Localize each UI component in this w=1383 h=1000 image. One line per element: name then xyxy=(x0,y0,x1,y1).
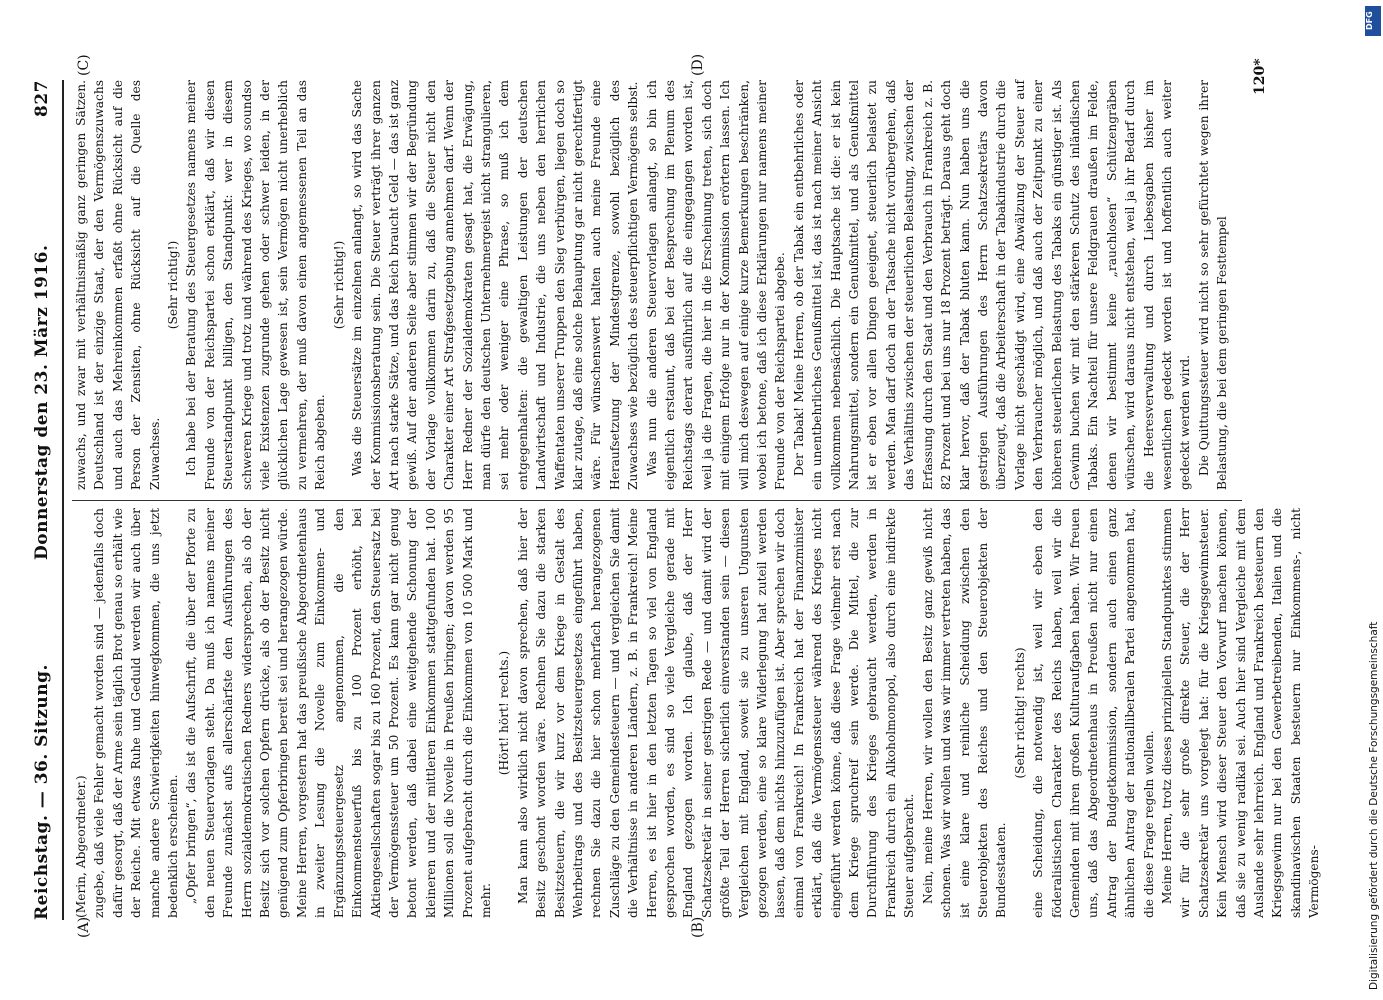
header-page-number: 827 xyxy=(32,80,52,117)
left-paragraph: zugebe, daß viele Fehler gemacht worden sind — jedenfalls doch dafür gesorgt, daß der Arme sein täglich Brot genau so erhält wie der Reiche. Mit etwas Ruhe und Geduld werden wir auch über manche andere Schwierigkeiten hinwegkommen, die uns jetzt bedenklich erscheinen. xyxy=(92,508,181,918)
right-paragraph: Was nun die anderen Steuervorlagen anlangt, so bin ich eigentlich erstaunt, daß bei der Besprechung im Plenum des Reichstags derart ausführlich auf die eingegangen worden ist, weil ja die Fragen, die hier in die Erscheinung treten, sich doch mit einigem Erfolge nur in der Kommission erörtern lassen. Ich will mich deswegen auf einige kurze Bemerkungen beschränken, wobei ich betone, daß ich diese Erklärungen nur namens meiner Freunde von der Reichspartei abgebe. xyxy=(644,80,788,490)
left-paragraph: Nein, meine Herren, wir wollen den Besitz ganz gewiß nicht schonen. Was wir wollen und was wir immer vertreten haben, das ist eine klare und reinliche Scheidung zwischen den Steuerobjekten des Reiches und den Steuerobjekten der Bundesstaaten. xyxy=(920,508,1009,918)
header-rule xyxy=(62,80,64,920)
right-paragraph: Ich habe bei der Beratung des Steuergesetzes namens meiner Freunde von der Reichspartei schon erklärt, daß wir diesen Steuerstandpunkt billigen, den Standpunkt: wer in diesem schweren Kriege und trotz und während des Krieges, wo soundso viele Existenzen zugrunde gehen oder schwer leiden, in der glücklichen Lage gewesen ist, sein Vermögen nicht unerheblich zu vermehren, der muß davon einen angemessenen Teil an das Reich abgeben. xyxy=(184,80,328,490)
interjection: (Hört! hört! rechts.) xyxy=(497,650,512,776)
marker-d: (D) xyxy=(690,53,706,76)
header-session: Reichstag. — 36. Sitzung. xyxy=(32,664,52,920)
right-paragraph: zuwachs, und zwar mit verhältnismäßig ganz geringen Sätzen. Deutschland ist der einzige Staat, der den Vermögenszuwachs und auch das Mehreinkommen erfaßt ohne Rücksicht auf die Person der Zensiten, ohne Rücksicht auf die Quelle des Zuwachses. xyxy=(74,80,162,490)
interjection: (Sehr richtig!) xyxy=(166,240,181,330)
left-paragraph: Man kann also wirklich nicht davon sprechen, daß hier der Besitz geschont worden wäre. Rechnen Sie dazu die starken Besitzsteuern, die wir kurz vor dem Kriege in Gestalt des Wehrbeitrags und des Besitzsteuergesetzes eingeführt haben, rechnen Sie dazu die hier schon mehrfach herangezogenen Zuschläge zu den Gemeindesteuern — und vergleichen Sie damit die Verhältnisse in anderen Ländern, z. B. in Frankreich! Meine Herren, es ist hier in den letzten Tagen so viel von England gesprochen worden, es sind so viele Vergleiche gerade mit England gezogen worden. Ich glaube, daß der Herr Schatzsekretär in seiner gestrigen Rede — und damit wird der größte Teil der Herren sicherlich einverstanden sein — diesen Vergleichen mit England, soweit sie zu unseren Ungunsten gezogen werden, eine so klare Widerlegung hat zuteil werden lassen, daß dem nichts hinzuzufügen ist. Aber sprechen wir doch einmal von Frankreich! In Frankreich hat der Finanzminister erklärt, daß die Vermögenssteuer während des Krieges nicht eingeführt werden könne, daß diese Frage vielmehr erst nach dem Kriege spruchreif sein werde. Die Mittel, die zur Durchführung des Krieges gebraucht werden, werden in Frankreich durch ein Alkoholmonopol, also durch eine indirekte Steuer aufgebracht. xyxy=(515,508,917,918)
left-column xyxy=(72,508,1322,918)
header-date: Donnerstag den 23. März 1916. xyxy=(32,244,52,560)
dfg-logo: DFG xyxy=(1365,6,1381,36)
interjection: (Sehr richtig!) xyxy=(331,240,346,330)
marker-a: (A) xyxy=(76,916,92,938)
left-paragraph: eine Scheidung, die notwendig ist, weil wir eben den föderalistischen Charakter des Reichs haben, weil wir die Gemeinden mit ihren großen Kulturaufgaben haben. Wir freuen uns, daß das Abgeordnetenhaus in Preußen nicht nur einen Antrag der Budgetkommission, sondern auch einen ganz ähnlichen Antrag der nationalliberalen Partei angenommen hat, die diese Frage regeln wollen. xyxy=(1031,508,1156,918)
marker-c: (C) xyxy=(76,54,92,76)
right-column xyxy=(72,80,1252,490)
right-paragraph: Der Tabak! Meine Herren, ob der Tabak ein entbehrliches oder ein unentbehrliches Genußmittel ist, das ist nach meiner Ansicht vollkommen nebensächlich. Die Hauptsache ist die: er ist kein Nahrungsmittel, sondern ein Genußmittel, und als Genußmittel ist er eben vor allen Dingen geeignet, steuerlich belastet zu werden. Man darf doch an der Tatsache nicht vorübergehen, daß das Verhältnis zwischen der steuerlichen Belastung, zwischen der Erfassung durch den Staat und den Verbrauch in Frankreich z. B. 82 Prozent und bei uns nur 18 Prozent beträgt. Daraus geht doch klar hervor, daß der Tabak bluten kann. Nun haben uns die gestrigen Ausführungen des Herrn Schatzsekretärs davon überzeugt, daß die Arbeiterschaft in der Tabakindustrie durch die Vorlage nicht geschädigt wird, eine Abwälzung der Steuer auf den Verbraucher möglich, und daß auch der Zeitpunkt zu einer höheren steuerlichen Belastung des Tabaks ein günstiger ist. Als Gewinn buchen wir mit den stärkeren Schutz des inländischen Tabaks. Ein Nachteil für unsere Feldgrauen draußen im Felde, denen wir bestimmt keine „rauchlosen“ Schützengräben wünschen, wird daraus nicht entstehen, weil ja ihr Bedarf durch die Heeresverwaltung und durch Liebesgaben bisher im wesentlichen gedeckt worden ist und hoffentlich auch weiter gedeckt werden wird. xyxy=(791,80,1193,490)
right-paragraph: Die Quittungssteuer wird nicht so sehr gefürchtet wegen ihrer Belastung, die bei dem geringen Festtempel xyxy=(1196,80,1230,490)
sheet-number: 120* xyxy=(1252,58,1268,95)
marker-b: (B) xyxy=(690,916,706,938)
column-divider xyxy=(72,500,1242,501)
page-header xyxy=(32,80,62,920)
speaker-line: (Merin, Abgeordneter.) xyxy=(74,775,88,918)
digitization-credit: Digitalisierung gefördert durch die Deutsche Forschungsgemeinschaft xyxy=(1368,621,1380,990)
interjection: (Sehr richtig! rechts) xyxy=(1012,647,1027,779)
right-paragraph: Was die Steuersätze im einzelnen anlangt, so wird das Sache der Kommissionsberatung sein. Die Steuer verträgt ihrer ganzen Art nach starke Sätze, und das Reich braucht Geld — das ist ganz gewiß. Auf der anderen Seite aber stimmen wir der Begründung der Vorlage vollkommen darin zu, daß die Steuer nicht den Charakter einer Art Strafgesetzgebung annehmen darf. Wenn der Herr Redner der Sozialdemokraten gesagt hat, die Erwägung, man dürfe den deutschen Unternehmergeist nicht strangulieren, sei mehr oder weniger eine Phrase, so muß ich dem entgegenhalten: die gewaltigen Leistungen der deutschen Landwirtschaft und Industrie, die uns neben den herrlichen Waffentaten unserer Truppen den Sieg verbürgen, liegen doch so klar zutage, daß eine solche Behauptung gar nicht gerechtfertigt wäre. Für wünschenswert halten auch meine Freunde eine Heraufsetzung der Mindestgrenze, sowohl bezüglich des Zuwachses wie bezüglich des steuerpflichtigen Vermögens selbst. xyxy=(350,80,641,490)
left-paragraph: „Opfer bringen“, das ist die Aufschrift, die über der Pforte zu den neuen Steuervorlagen steht. Da muß ich namens meiner Freunde zunächst aufs allerschärfste den Ausführungen des Herrn sozialdemokratischen Redners widersprechen, als ob der Besitz sich vor solchen Opfern drücke, als ob der Besitz nicht genügend zum Opferbringen bereit sei und herangezogen würde. Meine Herren, vorgestern hat das preußische Abgeordnetenhaus in zweiter Lesung die Novelle zum Einkommen- und Ergänzungssteuergesetz angenommen, die den Einkommensteuerfuß bis zu 100 Prozent erhöht, bei Aktiengesellschaften sogar bis zu 160 Prozent, den Steuersatz bei der Vermögenssteuer um 50 Prozent. Es kann gar nicht genug betont werden, daß dabei eine weitgehende Schonung der kleineren und der mittleren Einkommen stattgefunden hat. 100 Millionen soll die Novelle in Preußen bringen; davon werden 95 Prozent aufgebracht durch die Einkommen von 10 500 Mark und mehr. xyxy=(184,508,493,918)
left-paragraph: Meine Herren, trotz dieses prinzipiellen Standpunktes stimmen wir für die sehr große direkte Steuer, die der Herr Schatzsekretär uns vorgelegt hat: für die Kriegsgewinnsteuer. Kein Mensch wird dieser Steuer den Vorwurf machen können, daß sie zu wenig radikal sei. Auch hier sind Vergleiche mit dem Auslande sehr lehrreich. England und Frankreich besteuern den Kriegsgewinn nur bei den Gewerbetreibenden, Italien und die skandinavischen Staaten besteuern nur Einkommens-, nicht Vermögens- xyxy=(1159,508,1322,918)
